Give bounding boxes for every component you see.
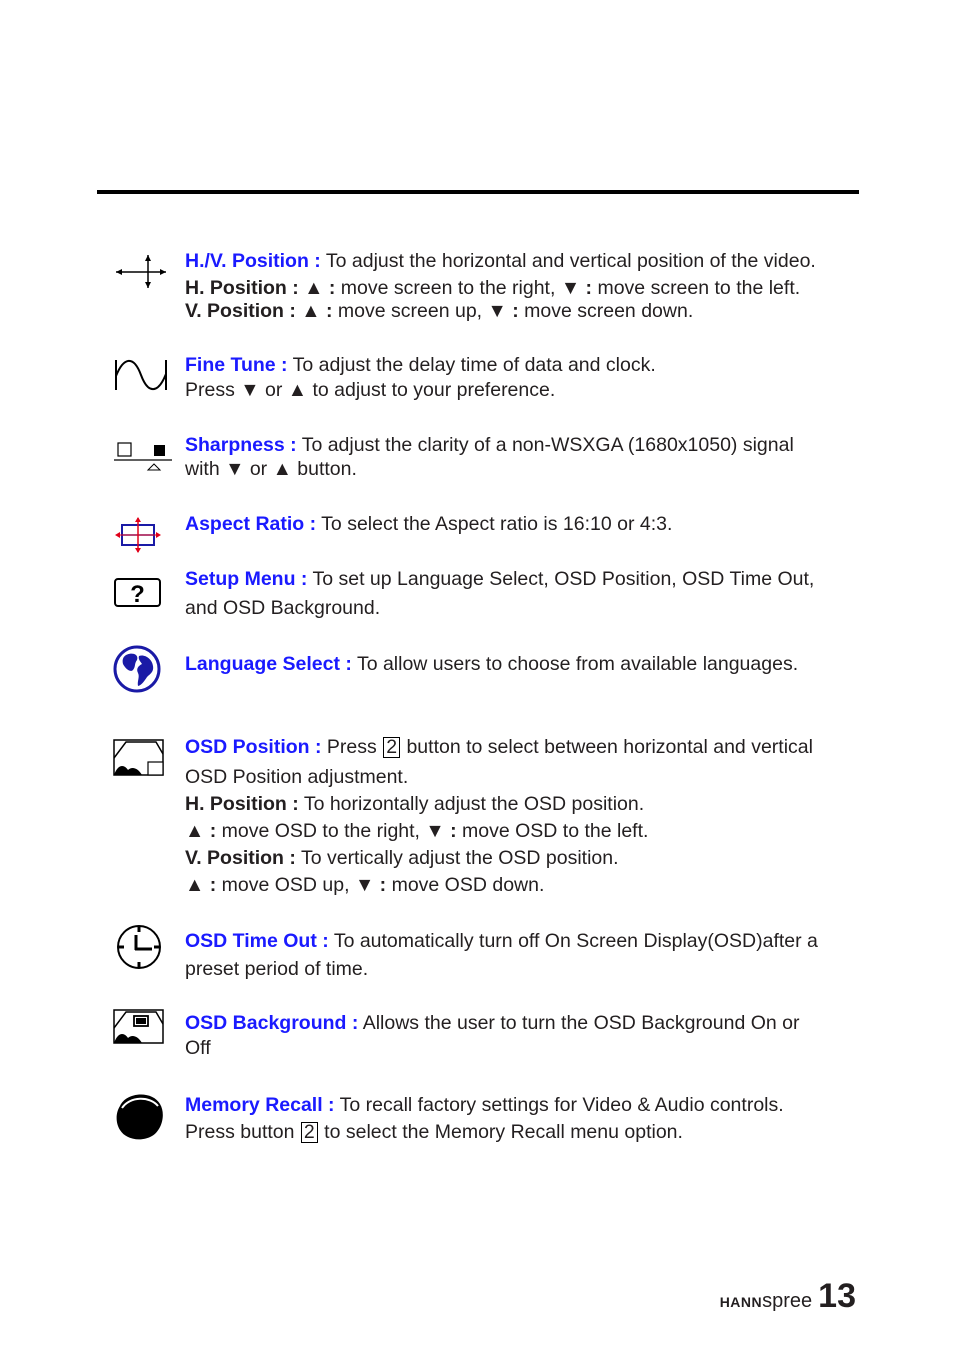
text: To vertically adjust the OSD position. — [295, 847, 619, 869]
text: to select the Memory Recall menu option. — [318, 1121, 683, 1143]
h-position-label: H. Position : ▲ : — [185, 277, 336, 299]
entry-desc: To allow users to choose from available languages. — [351, 653, 799, 675]
osd-time-out-entry — [185, 930, 865, 981]
setup-menu-entry — [185, 568, 865, 620]
entry-term: OSD Position : — [185, 736, 322, 758]
entry-term: Language Select : — [185, 653, 352, 675]
entry-desc: To set up Language Select, OSD Position, OSD Time Out, — [307, 568, 815, 590]
entry-desc: To automatically turn off On Screen Display(OSD)after a — [328, 930, 818, 952]
down-label: ▼ : — [487, 300, 519, 322]
entry-desc: Press — [321, 736, 383, 758]
entry-line: preset period of time. — [185, 958, 369, 980]
entry-term: Memory Recall : — [185, 1094, 335, 1116]
setup-menu-icon — [112, 577, 164, 616]
page-footer — [720, 1277, 856, 1316]
svg-text:?: ? — [130, 581, 145, 608]
entry-line: OSD Position adjustment. — [185, 766, 409, 788]
entry-term: Aspect Ratio : — [185, 513, 317, 535]
button-2-label: 2 — [301, 1122, 318, 1143]
aspect-ratio-entry — [185, 513, 865, 536]
entry-term: H./V. Position : — [185, 250, 321, 272]
osd-background-entry — [185, 1012, 865, 1060]
text: move OSD to the right, — [216, 820, 426, 842]
aspect-ratio-icon — [112, 516, 162, 559]
memory-recall-icon — [112, 1090, 166, 1147]
up-label: ▲ : — [185, 874, 217, 896]
text: To horizontally adjust the OSD position. — [298, 793, 645, 815]
fine-tune-entry — [185, 354, 865, 402]
text: move OSD up, — [216, 874, 355, 896]
fine-tune-icon — [112, 356, 170, 399]
down-label: ▼ : — [354, 874, 387, 896]
up-label: ▲ : — [185, 820, 217, 842]
osd-time-out-icon — [112, 924, 164, 977]
entry-term: OSD Time Out : — [185, 930, 329, 952]
down-label: ▼ : — [560, 277, 593, 299]
v-position-label: V. Position : ▲ : — [185, 300, 333, 322]
hv-position-entry — [185, 250, 865, 323]
entry-term: Fine Tune : — [185, 354, 288, 376]
v-position-label: V. Position : — [185, 847, 296, 869]
entry-line: Off — [185, 1037, 211, 1059]
brand-logo-light: spree — [762, 1290, 813, 1312]
entry-line: Press ▼ or ▲ to adjust to your preference. — [185, 379, 556, 401]
entry-desc: To adjust the horizontal and vertical position of the video. — [320, 250, 816, 272]
entry-desc: To adjust the clarity of a non-WSXGA (1680x1050) signal — [296, 434, 794, 456]
entry-desc: To select the Aspect ratio is 16:10 or 4:3. — [316, 513, 673, 535]
entry-term: Setup Menu : — [185, 568, 308, 590]
osd-background-icon — [112, 1008, 166, 1051]
entry-desc: To adjust the delay time of data and clock. — [287, 354, 656, 376]
sharpness-icon — [112, 440, 174, 479]
text: Press button — [185, 1121, 300, 1143]
h-position-label: H. Position : — [185, 793, 299, 815]
down-label: ▼ : — [425, 820, 457, 842]
entry-term: OSD Background : — [185, 1012, 359, 1034]
language-globe-icon — [112, 644, 162, 699]
text: move OSD to the left. — [456, 820, 649, 842]
brand-logo-bold: HANN — [719, 1294, 763, 1310]
button-2-label: 2 — [383, 737, 400, 758]
text: move screen to the left. — [592, 277, 801, 299]
memory-recall-entry — [185, 1094, 865, 1144]
text: move screen down. — [518, 300, 694, 322]
osd-position-entry — [185, 736, 865, 897]
top-rule — [97, 190, 859, 194]
text: button to select between horizontal and vertical — [401, 736, 813, 758]
text: move screen up, — [332, 300, 488, 322]
language-select-entry — [185, 653, 865, 676]
entry-line: with ▼ or ▲ button. — [185, 458, 357, 480]
text: move screen to the right, — [335, 277, 561, 299]
text: move OSD down. — [386, 874, 545, 896]
entry-desc: Allows the user to turn the OSD Background On or — [358, 1012, 800, 1034]
entry-line: and OSD Background. — [185, 597, 381, 619]
hv-position-icon — [112, 252, 170, 297]
entry-desc: To recall factory settings for Video & Audio controls. — [334, 1094, 784, 1116]
entry-term: Sharpness : — [185, 434, 297, 456]
page-number: 13 — [818, 1277, 856, 1315]
sharpness-entry — [185, 434, 865, 481]
osd-position-icon — [112, 738, 166, 783]
